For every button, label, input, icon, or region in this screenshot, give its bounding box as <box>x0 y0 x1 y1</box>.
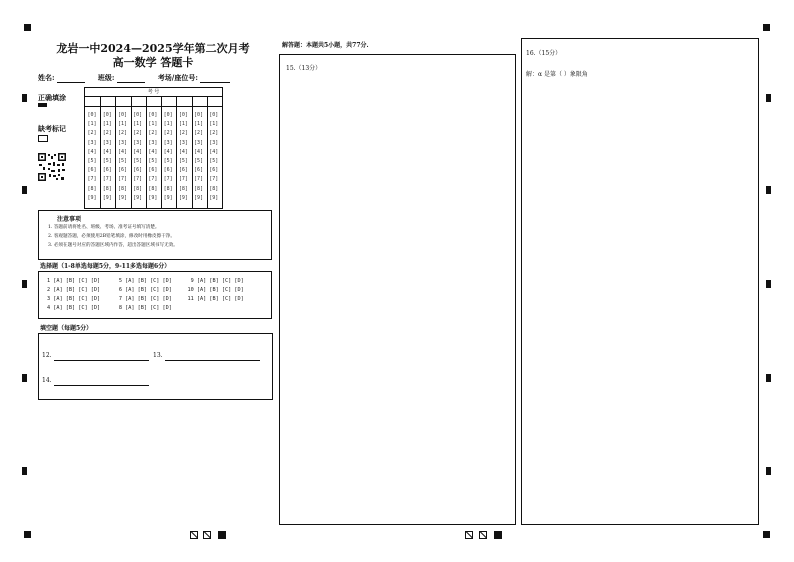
exam-digit-bubble[interactable]: [9] <box>163 194 173 201</box>
exam-digit-bubble[interactable]: [8] <box>209 185 219 192</box>
grid-column-divider <box>115 97 116 208</box>
alignment-mark <box>763 24 770 31</box>
exam-digit-bubble[interactable]: [0] <box>163 112 173 118</box>
grid-column-divider <box>131 97 132 208</box>
name-label: 姓名: <box>38 73 55 82</box>
page-marker <box>465 531 473 539</box>
grid-column-divider <box>100 97 101 208</box>
page-marker <box>203 531 211 539</box>
exam-digit-bubble[interactable]: [6] <box>194 167 204 174</box>
exam-digit-bubble[interactable]: [5] <box>178 158 188 164</box>
exam-digit-bubble[interactable]: [7] <box>194 176 204 183</box>
exam-digit-bubble[interactable]: [0] <box>87 112 97 118</box>
exam-digit-bubble[interactable]: [6] <box>163 167 173 174</box>
exam-digit-bubble[interactable]: [2] <box>148 130 158 137</box>
exam-digit-bubble[interactable]: [7] <box>117 176 127 183</box>
exam-digit-bubble[interactable]: [8] <box>178 185 188 192</box>
exam-digit-bubble[interactable]: [5] <box>148 158 158 164</box>
exam-digit-bubble[interactable]: [2] <box>117 130 127 137</box>
choice-row[interactable]: 1 [A] [B] [C] [D] 5 [A] [B] [C] [D] 9 [A] [B] [C] [D] <box>47 278 244 284</box>
exam-digit-bubble[interactable]: [7] <box>87 176 97 183</box>
exam-digit-bubble[interactable]: [4] <box>209 148 219 155</box>
exam-number-write-row[interactable] <box>85 97 222 107</box>
page-marker <box>479 531 487 539</box>
exam-digit-bubble[interactable]: [3] <box>133 139 143 146</box>
exam-digit-bubble[interactable]: [9] <box>148 194 158 201</box>
exam-digit-bubble[interactable]: [7] <box>133 176 143 183</box>
exam-digit-bubble[interactable]: [6] <box>117 167 127 174</box>
exam-digit-bubble[interactable]: [8] <box>102 185 112 192</box>
exam-digit-bubble[interactable]: [4] <box>133 148 143 155</box>
q16-answer-area[interactable] <box>521 38 759 525</box>
exam-digit-bubble[interactable]: [6] <box>148 167 158 174</box>
q14-answer-line[interactable] <box>54 385 149 386</box>
exam-digit-bubble[interactable]: [5] <box>102 158 112 164</box>
exam-digit-bubble[interactable]: [7] <box>163 176 173 183</box>
q15-label: 15.（13分） <box>286 65 322 72</box>
q14-label: 14. <box>42 377 52 384</box>
page-subtitle: 高一数学 答题卡 <box>112 56 194 69</box>
fill-answer-box <box>38 333 273 400</box>
exam-digit-bubble[interactable]: [2] <box>163 130 173 137</box>
exam-digit-bubble[interactable]: [2] <box>178 130 188 137</box>
name-field[interactable] <box>57 74 85 83</box>
notice-item: 1. 答题前请将姓名、班级、考场、准考证号填写清楚。 <box>48 225 160 230</box>
q15-answer-area[interactable] <box>279 54 516 525</box>
exam-digit-bubble[interactable]: [0] <box>102 112 112 118</box>
timing-mark <box>22 467 27 475</box>
exam-digit-bubble[interactable]: [3] <box>102 139 112 146</box>
exam-digit-bubble[interactable]: [7] <box>102 176 112 183</box>
exam-digit-bubble[interactable]: [7] <box>148 176 158 183</box>
exam-digit-bubble[interactable]: [9] <box>117 194 127 201</box>
exam-digit-bubble[interactable]: [0] <box>194 112 204 118</box>
qr-code-icon <box>38 153 66 181</box>
exam-digit-bubble[interactable]: [2] <box>209 130 219 137</box>
exam-digit-bubble[interactable]: [1] <box>102 121 112 128</box>
choice-section-title: 选择题（1-8单选每题5分，9-11多选每题6分） <box>40 263 171 270</box>
notice-box <box>38 210 272 260</box>
correct-fill-example <box>38 103 47 107</box>
exam-digit-bubble[interactable]: [4] <box>102 148 112 155</box>
timing-mark <box>22 280 27 288</box>
exam-digit-bubble[interactable]: [6] <box>87 167 97 174</box>
exam-digit-bubble[interactable]: [5] <box>117 158 127 164</box>
absent-mark-checkbox[interactable] <box>38 135 48 142</box>
exam-digit-bubble[interactable]: [4] <box>148 148 158 155</box>
exam-digit-bubble[interactable]: [2] <box>133 130 143 137</box>
exam-digit-bubble[interactable]: [8] <box>163 185 173 192</box>
exam-digit-bubble[interactable]: [0] <box>117 112 127 118</box>
alignment-mark <box>24 531 31 538</box>
exam-digit-bubble[interactable]: [5] <box>209 158 219 164</box>
exam-digit-bubble[interactable]: [2] <box>102 130 112 137</box>
exam-digit-bubble[interactable]: [4] <box>178 148 188 155</box>
page-marker <box>190 531 198 539</box>
absent-mark-label: 缺考标记 <box>38 124 66 133</box>
exam-digit-bubble[interactable]: [2] <box>87 130 97 137</box>
exam-digit-bubble[interactable]: [4] <box>194 148 204 155</box>
exam-digit-bubble[interactable]: [9] <box>102 194 112 201</box>
exam-digit-bubble[interactable]: [7] <box>178 176 188 183</box>
exam-digit-bubble[interactable]: [3] <box>148 139 158 146</box>
q13-answer-line[interactable] <box>165 360 260 361</box>
timing-mark <box>22 374 27 382</box>
correct-fill-label: 正确填涂 <box>38 93 66 102</box>
exam-digit-bubble[interactable]: [0] <box>178 112 188 118</box>
timing-mark <box>766 467 771 475</box>
exam-digit-bubble[interactable]: [8] <box>133 185 143 192</box>
exam-digit-bubble[interactable]: [0] <box>148 112 158 118</box>
exam-digit-bubble[interactable]: [6] <box>133 167 143 174</box>
exam-digit-bubble[interactable]: [1] <box>133 121 143 128</box>
exam-digit-bubble[interactable]: [8] <box>148 185 158 192</box>
exam-digit-bubble[interactable]: [5] <box>194 158 204 164</box>
student-info-row <box>38 73 230 83</box>
notice-title: 注意事项 <box>57 216 82 223</box>
exam-number-header: 考 号 <box>85 88 222 97</box>
exam-digit-bubble[interactable]: [5] <box>163 158 173 164</box>
exam-digit-bubble[interactable]: [1] <box>87 121 97 128</box>
exam-digit-bubble[interactable]: [1] <box>163 121 173 128</box>
notice-item: 3. 必须在题号对应的答题区域内作答，超出答题区域书写无效。 <box>48 243 178 248</box>
timing-mark <box>22 186 27 194</box>
q16-label: 16.（15分） <box>526 50 562 57</box>
fill-section-title: 填空题（每题5分） <box>40 325 93 332</box>
grid-column-divider <box>176 97 177 208</box>
exam-digit-bubble[interactable]: [0] <box>133 112 143 118</box>
class-label: 班级: <box>97 73 115 82</box>
alignment-mark <box>24 24 31 31</box>
exam-digit-bubble[interactable]: [5] <box>133 158 143 164</box>
notice-item: 2. 客观题答题，必须使用2B铅笔填涂，修改时用橡皮擦干净。 <box>48 234 175 239</box>
exam-digit-bubble[interactable]: [3] <box>209 139 219 146</box>
grid-column-divider <box>146 97 147 208</box>
exam-digit-bubble[interactable]: [3] <box>194 139 204 146</box>
exam-digit-bubble[interactable]: [3] <box>163 139 173 146</box>
exam-digit-bubble[interactable]: [9] <box>87 194 97 201</box>
grid-column-divider <box>192 97 193 208</box>
class-field[interactable] <box>117 74 145 83</box>
exam-digit-bubble[interactable]: [4] <box>163 148 173 155</box>
timing-mark <box>766 94 771 102</box>
exam-digit-bubble[interactable]: [2] <box>194 130 204 137</box>
exam-digit-bubble[interactable]: [7] <box>209 176 219 183</box>
exam-digit-bubble[interactable]: [8] <box>117 185 127 192</box>
q12-answer-line[interactable] <box>54 360 149 361</box>
exam-digit-bubble[interactable]: [3] <box>178 139 188 146</box>
choice-row[interactable]: 2 [A] [B] [C] [D] 6 [A] [B] [C] [D] 10 [A] [B] [C] [D] <box>47 287 244 293</box>
exam-digit-bubble[interactable]: [1] <box>209 121 219 128</box>
q13-label: 13. <box>153 352 163 359</box>
exam-digit-bubble[interactable]: [1] <box>148 121 158 128</box>
choice-answer-box <box>38 271 272 319</box>
timing-mark <box>22 94 27 102</box>
timing-mark <box>766 186 771 194</box>
q16-prompt: 解：α 是第（ ）象限角 <box>526 71 588 78</box>
alignment-mark <box>763 531 770 538</box>
exam-digit-bubble[interactable]: [0] <box>209 112 219 118</box>
exam-digit-bubble[interactable]: [8] <box>87 185 97 192</box>
exam-digit-bubble[interactable]: [9] <box>178 194 188 201</box>
exam-number-grid <box>84 87 223 209</box>
exam-digit-bubble[interactable]: [4] <box>117 148 127 155</box>
room-label: 考场/座位号: <box>157 73 198 82</box>
exam-digit-bubble[interactable]: [1] <box>178 121 188 128</box>
exam-digit-bubble[interactable]: [1] <box>117 121 127 128</box>
exam-digit-bubble[interactable]: [6] <box>102 167 112 174</box>
page-title: 龙岩一中2024—2025学年第二次月考 <box>56 42 250 55</box>
choice-row[interactable]: 3 [A] [B] [C] [D] 7 [A] [B] [C] [D] 11 [A] [B] [C] [D] <box>47 296 244 302</box>
exam-digit-bubble[interactable]: [4] <box>87 148 97 155</box>
page-marker <box>218 531 226 539</box>
timing-mark <box>766 374 771 382</box>
exam-digit-bubble[interactable]: [9] <box>133 194 143 201</box>
exam-digit-bubble[interactable]: [3] <box>87 139 97 146</box>
solution-section-title: 解答题：本题共5小题，共77分. <box>282 42 369 49</box>
exam-digit-bubble[interactable]: [1] <box>194 121 204 128</box>
room-field[interactable] <box>200 74 230 83</box>
timing-mark <box>766 280 771 288</box>
q12-label: 12. <box>42 352 52 359</box>
exam-digit-bubble[interactable]: [3] <box>117 139 127 146</box>
exam-digit-bubble[interactable]: [6] <box>209 167 219 174</box>
grid-column-divider <box>161 97 162 208</box>
exam-digit-bubble[interactable]: [9] <box>194 194 204 201</box>
exam-digit-bubble[interactable]: [8] <box>194 185 204 192</box>
exam-digit-bubble[interactable]: [6] <box>178 167 188 174</box>
exam-digit-bubble[interactable]: [9] <box>209 194 219 201</box>
choice-row[interactable]: 4 [A] [B] [C] [D] 8 [A] [B] [C] [D] <box>47 305 172 311</box>
exam-digit-bubble[interactable]: [5] <box>87 158 97 164</box>
grid-column-divider <box>207 97 208 208</box>
page-marker <box>494 531 502 539</box>
